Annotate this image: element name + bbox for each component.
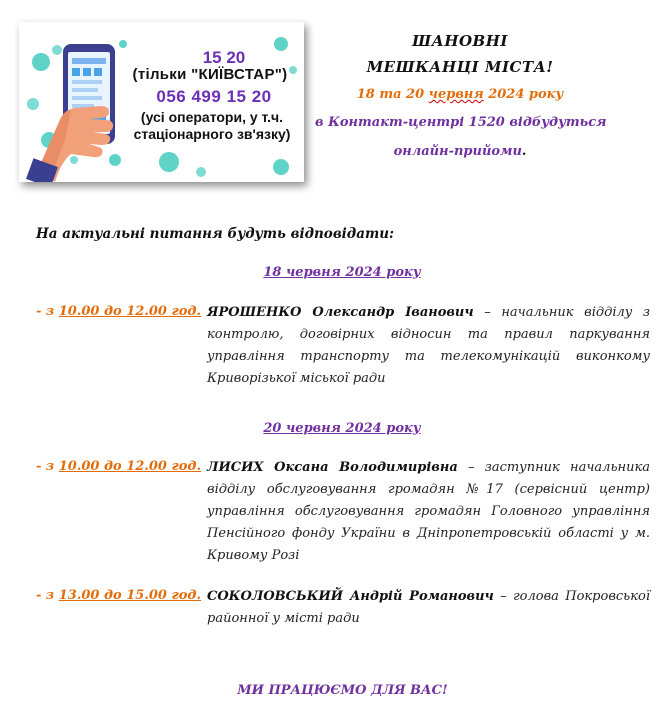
- header-online-reception: [385, 144, 535, 159]
- session-date: 20 червня 2024 року: [263, 421, 421, 436]
- banner-short-number: 15 20: [202, 48, 246, 67]
- intro-text: На актуальні питання будуть відповідати:: [36, 226, 395, 242]
- banner-all-operators-line1: (усі оператори, у т.ч.: [140, 109, 284, 125]
- official-position: – голова Покровської районної у місті ради: [207, 589, 651, 626]
- official-description: [207, 586, 650, 630]
- official-name: ЯРОШЕНКО Олександр Іванович: [207, 305, 474, 320]
- time-prefix: - з: [36, 304, 59, 319]
- header-greeting: ШАНОВНІ: [412, 32, 508, 50]
- official-description: [207, 457, 650, 567]
- session-date: 18 червня 2024 року: [263, 265, 421, 280]
- header-dates-month: червня: [428, 87, 484, 102]
- official-description: [207, 302, 650, 390]
- official-position: – начальник відділу з контролю, договірних відносин та правил паркування управління транспорту та телекомунікацій виконкому Криворізької міської ради: [207, 305, 650, 386]
- header-dates-suffix: 2024 року: [483, 87, 564, 102]
- session-time: [36, 588, 201, 603]
- session-time: [36, 459, 201, 474]
- official-name: СОКОЛОВСЬКИЙ Андрій Романович: [207, 589, 494, 604]
- contact-center-banner: [19, 22, 304, 182]
- time-range: 10.00 до 12.00 год.: [58, 459, 202, 474]
- time-prefix: - з: [36, 459, 59, 474]
- header-announcement: в Контакт-центрі 1520 відбудуться: [315, 115, 607, 130]
- banner-long-number: 056 499 15 20: [156, 87, 272, 106]
- official-position: – заступник начальника відділу обслуговування громадян №17 (сервісний центр) управління обслуговування громадян Головного управління Пенсійного фонду України в Дніпропетровській області у м. Кривому Розі: [207, 460, 650, 563]
- header-addressee: МЕШКАНЦІ МІСТА!: [366, 58, 554, 76]
- time-range: 10.00 до 12.00 год.: [58, 304, 202, 319]
- header-dates-prefix: 18 та 20: [356, 87, 429, 102]
- time-range: 13.00 до 15.00 год.: [58, 588, 202, 603]
- banner-operator-note: (тільки "КИЇВСТАР"): [132, 66, 288, 83]
- banner-all-operators-line2: стаціонарного зв'язку): [133, 126, 291, 142]
- header-period: .: [521, 144, 527, 159]
- header-online-reception-text: онлайн-прийоми: [393, 144, 522, 159]
- session-time: [36, 304, 201, 319]
- footer-slogan: МИ ПРАЦЮЄМО ДЛЯ ВАС!: [237, 683, 448, 698]
- hand-icon: [26, 106, 113, 182]
- official-name: ЛИСИХ Оксана Володимирівна: [207, 460, 458, 475]
- time-prefix: - з: [36, 588, 59, 603]
- header-dates: [345, 87, 575, 102]
